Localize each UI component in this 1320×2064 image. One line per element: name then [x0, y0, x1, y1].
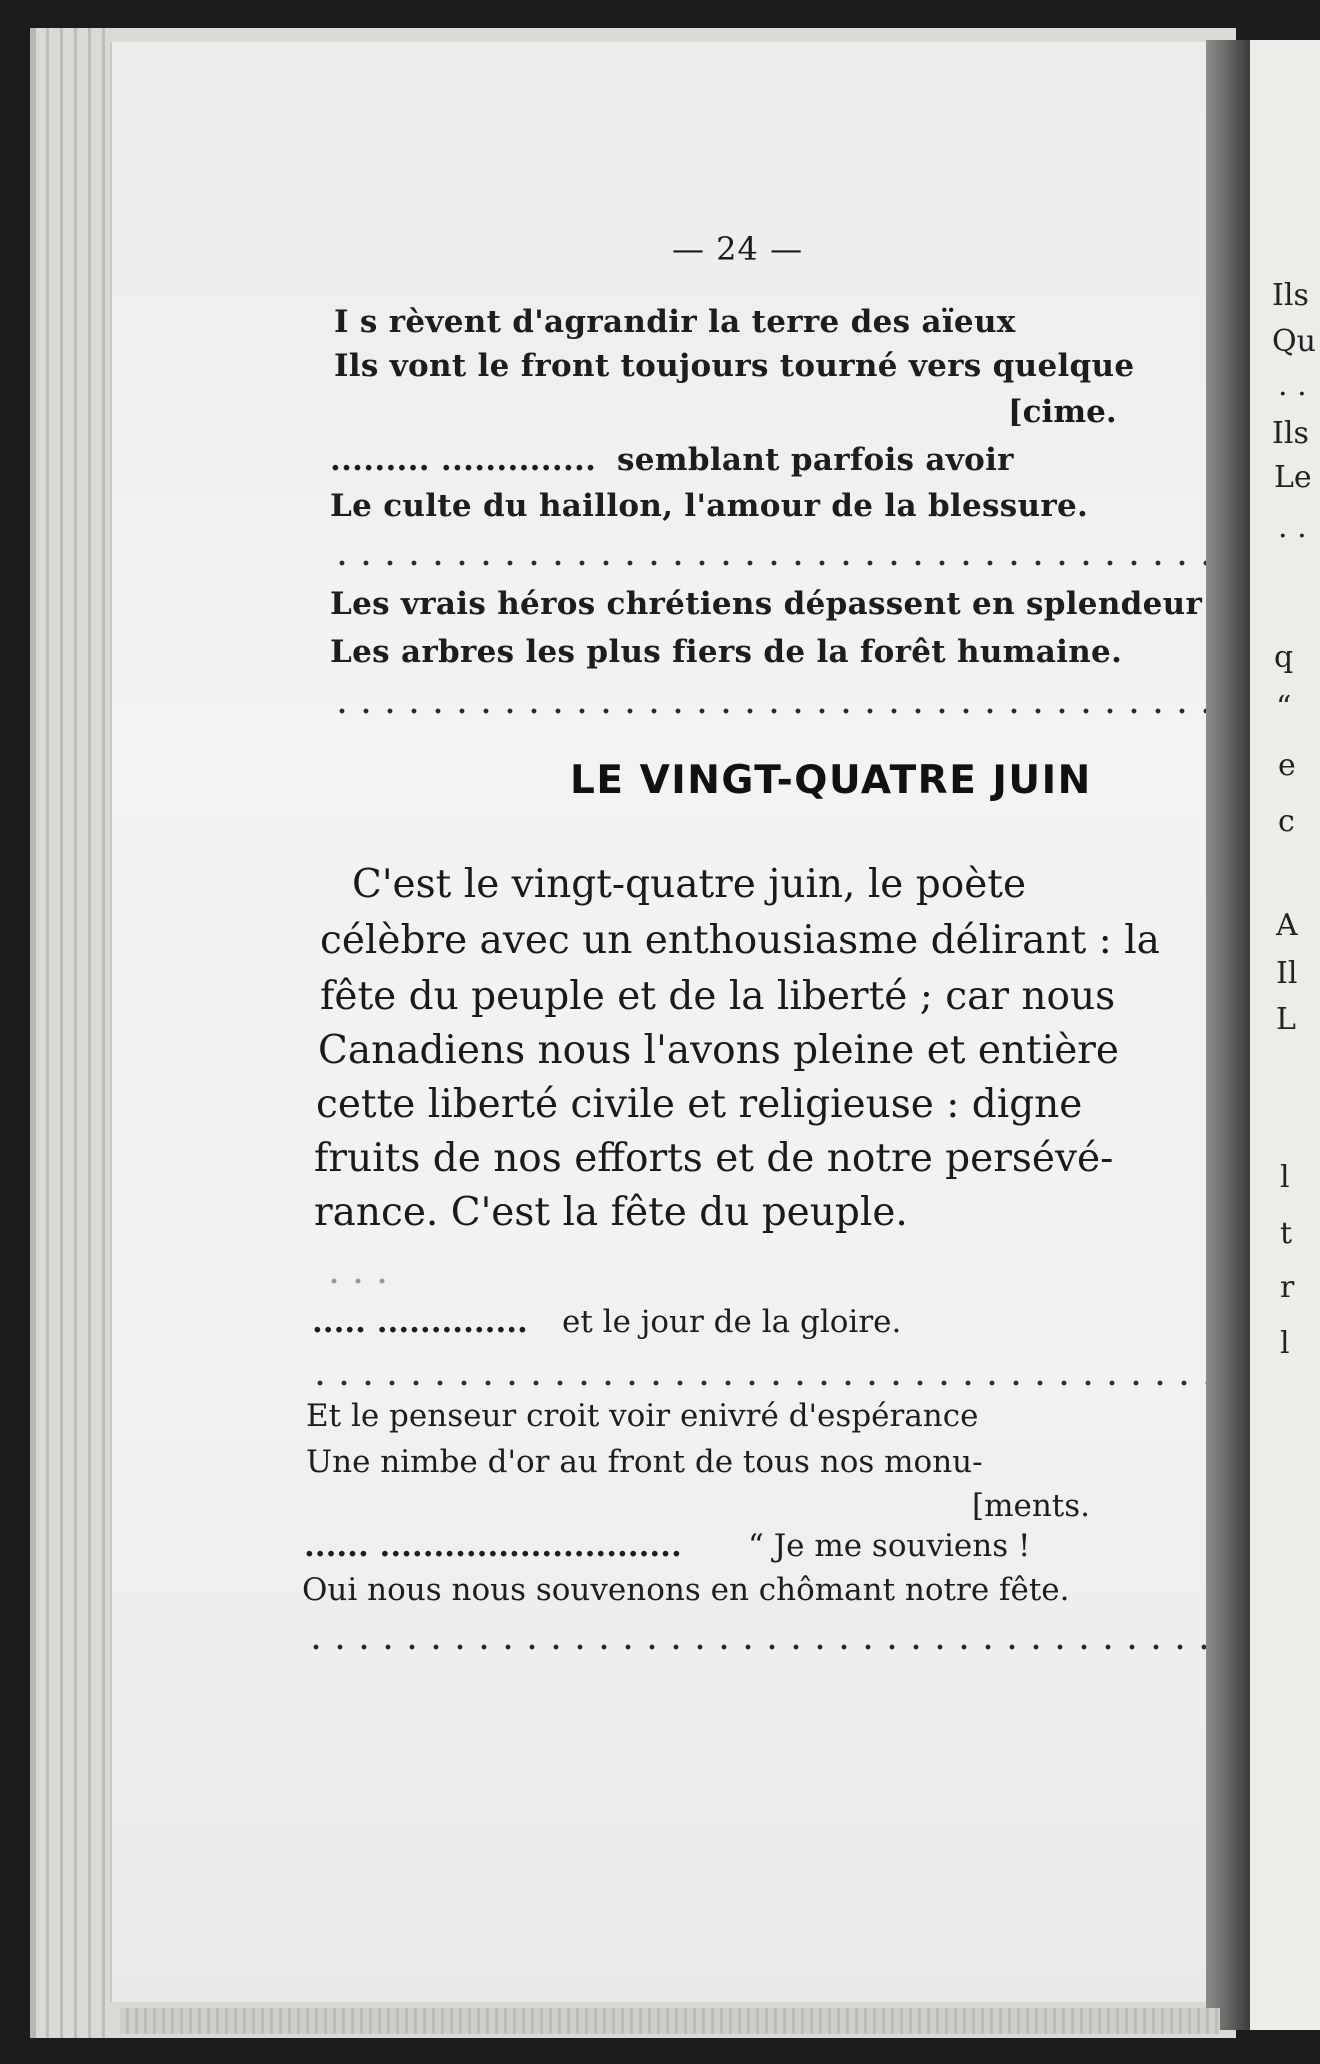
verse-line: Une nimbe d'or au front de tous nos monu-: [306, 1444, 983, 1480]
dot-leader: ..... ..............: [312, 1304, 528, 1340]
fragment: q: [1274, 640, 1294, 675]
fragment: . .: [1278, 510, 1307, 545]
page-edge: [88, 28, 91, 2038]
prose-line: fête du peuple et de la liberté ; car nous: [320, 974, 1116, 1019]
ellipsis-row: [330, 708, 1258, 714]
fragment: l: [1280, 1326, 1290, 1361]
ellipsis-row: [322, 1278, 392, 1284]
fragment: Il: [1276, 956, 1298, 991]
book-page: [110, 42, 1208, 2002]
prose-line: fruits de nos efforts et de notre persévé-: [314, 1136, 1114, 1181]
fragment: t: [1280, 1216, 1293, 1251]
fragment: l: [1280, 1160, 1290, 1195]
prose-line: célèbre avec un enthousiasme délirant : la: [320, 918, 1160, 963]
fragment: Ils: [1272, 416, 1309, 451]
section-title: LE VINGT-QUATRE JUIN: [570, 758, 1092, 803]
prose-line: cette liberté civile et religieuse : digne: [316, 1082, 1083, 1127]
verse-line: Ils vont le front toujours tourné vers quelque: [334, 348, 1135, 384]
verse-line: “ Je me souviens !: [748, 1528, 1031, 1564]
verse-continuation: [cime.: [1008, 394, 1117, 430]
verse-line: Les arbres les plus fiers de la forêt humaine.: [330, 634, 1123, 670]
page-edge: [102, 28, 105, 2038]
ellipsis-row: [304, 1644, 1234, 1650]
page-edge: [46, 28, 49, 2038]
page-number: — 24 —: [672, 230, 804, 268]
page-stack-bottom: [120, 2008, 1220, 2034]
page-edge: [74, 28, 77, 2038]
dot-leader: ...... ............................: [304, 1528, 682, 1564]
fragment: Le: [1274, 460, 1312, 495]
facing-page: [1250, 40, 1320, 2030]
fragment: A: [1276, 908, 1298, 943]
verse-line: semblant parfois avoir: [617, 442, 1014, 478]
verse-continuation: [ments.: [972, 1488, 1091, 1524]
verse-line: Les vrais héros chrétiens dépassent en splendeur: [330, 586, 1203, 622]
verse-line: et le jour de la gloire.: [562, 1304, 902, 1340]
ellipsis-row: [308, 1380, 1238, 1386]
prose-line: Canadiens nous l'avons pleine et entière: [318, 1028, 1120, 1073]
fragment: Qu: [1272, 324, 1316, 359]
page-edge: [60, 28, 63, 2038]
ellipsis-row: [330, 560, 1258, 566]
prose-line: C'est le vingt-quatre juin, le poète: [352, 862, 1027, 907]
book-gutter: [1206, 40, 1250, 2030]
verse-line: Le culte du haillon, l'amour de la blessure.: [330, 488, 1089, 524]
verse-line: I s rèvent d'agrandir la terre des aïeux: [334, 304, 1016, 340]
fragment: L: [1276, 1002, 1296, 1037]
verse-line: Et le penseur croit voir enivré d'espérance: [306, 1398, 979, 1434]
prose-line: rance. C'est la fête du peuple.: [314, 1190, 908, 1235]
fragment: r: [1280, 1270, 1295, 1305]
dot-leader: ......... ..............: [330, 442, 597, 478]
verse-line: Oui nous nous souvenons en chômant notre fête.: [302, 1572, 1070, 1608]
fragment: “: [1276, 690, 1292, 725]
fragment: . .: [1278, 368, 1307, 403]
fragment: e: [1278, 748, 1296, 783]
fragment: c: [1278, 804, 1295, 839]
fragment: Ils: [1272, 278, 1309, 313]
